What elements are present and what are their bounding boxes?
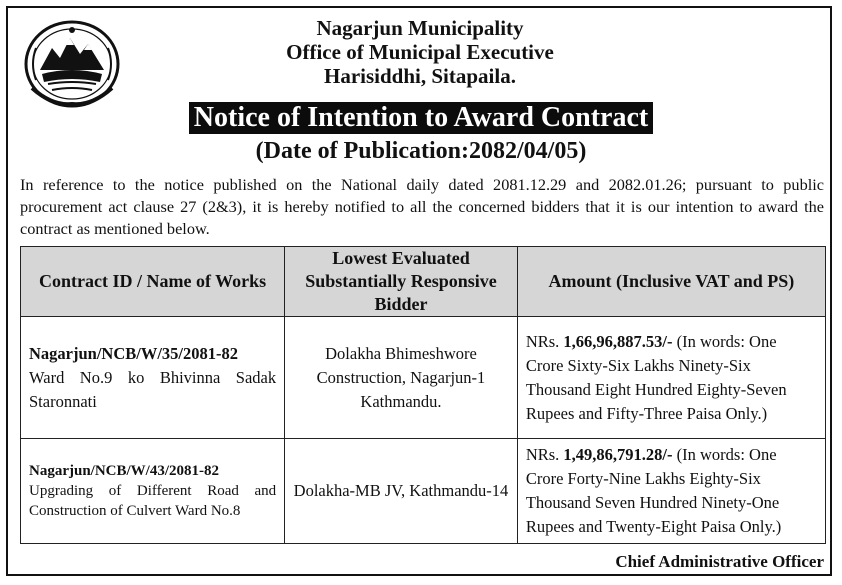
amount-value: 1,49,86,791.28/-: [563, 445, 673, 464]
notice-title-wrap: [0, 102, 842, 134]
amount-prefix: NRs.: [525, 445, 560, 464]
signatory: Chief Administrative Officer: [615, 552, 824, 571]
org-name: Nagarjun Municipality: [316, 16, 524, 40]
table-header-row: [21, 247, 826, 317]
header-contract: Contract ID / Name of Works: [21, 247, 285, 317]
contract-cell: [21, 317, 285, 439]
office-name: Office of Municipal Executive: [286, 40, 554, 64]
amount-cell: [517, 317, 825, 439]
publication-date: (Date of Publication:2082/04/05): [255, 138, 587, 164]
municipality-emblem-icon: [22, 18, 122, 110]
amount-value: 1,66,96,887.53/-: [563, 331, 673, 351]
notice-title: Notice of Intention to Award Contract: [189, 102, 653, 134]
header-bidder: Lowest Evaluated Substantially Responsive Bidder: [285, 247, 518, 317]
work-name: Upgrading of Different Road and Construction of Culvert Ward No.8: [29, 483, 277, 519]
amount-prefix: NRs.: [525, 331, 560, 351]
contract-id: Nagarjun/NCB/W/43/2081-82: [29, 463, 220, 479]
award-table: [20, 246, 826, 544]
table-row: [21, 439, 826, 544]
amount-words: (In words: One Crore Forty-Nine Lakhs Eighty-Six Thousand Seven Hundred Ninety-One Rupees and Twenty-Eight Paisa Only.): [525, 445, 782, 536]
contract-cell: [21, 439, 285, 544]
office-address: Harisiddhi, Sitapaila.: [324, 64, 516, 88]
amount-cell: [517, 439, 825, 544]
intro-paragraph: In reference to the notice published on the National daily dated 2081.12.29 and 2082.01.26; pursuant to public procurement act clause 27 (2&3), it is hereby notified to all the concerned bidders that it is our intention to award the contract as mentioned below.: [20, 175, 824, 238]
table-row: [21, 317, 826, 439]
bidder-cell: Dolakha-MB JV, Kathmandu-14: [285, 439, 518, 544]
contract-id: Nagarjun/NCB/W/35/2081-82: [29, 343, 239, 363]
amount-words: (In words: One Crore Sixty-Six Lakhs Ninety-Six Thousand Eight Hundred Eighty-Seven Rupees and Fifty-Three Paisa Only.): [525, 331, 787, 423]
bidder-cell: Dolakha Bhimeshwore Construction, Nagarjun-1 Kathmandu.: [285, 317, 518, 439]
header-amount: Amount (Inclusive VAT and PS): [517, 247, 825, 317]
work-name: Ward No.9 ko Bhivinna Sadak Staronnati: [29, 367, 277, 411]
